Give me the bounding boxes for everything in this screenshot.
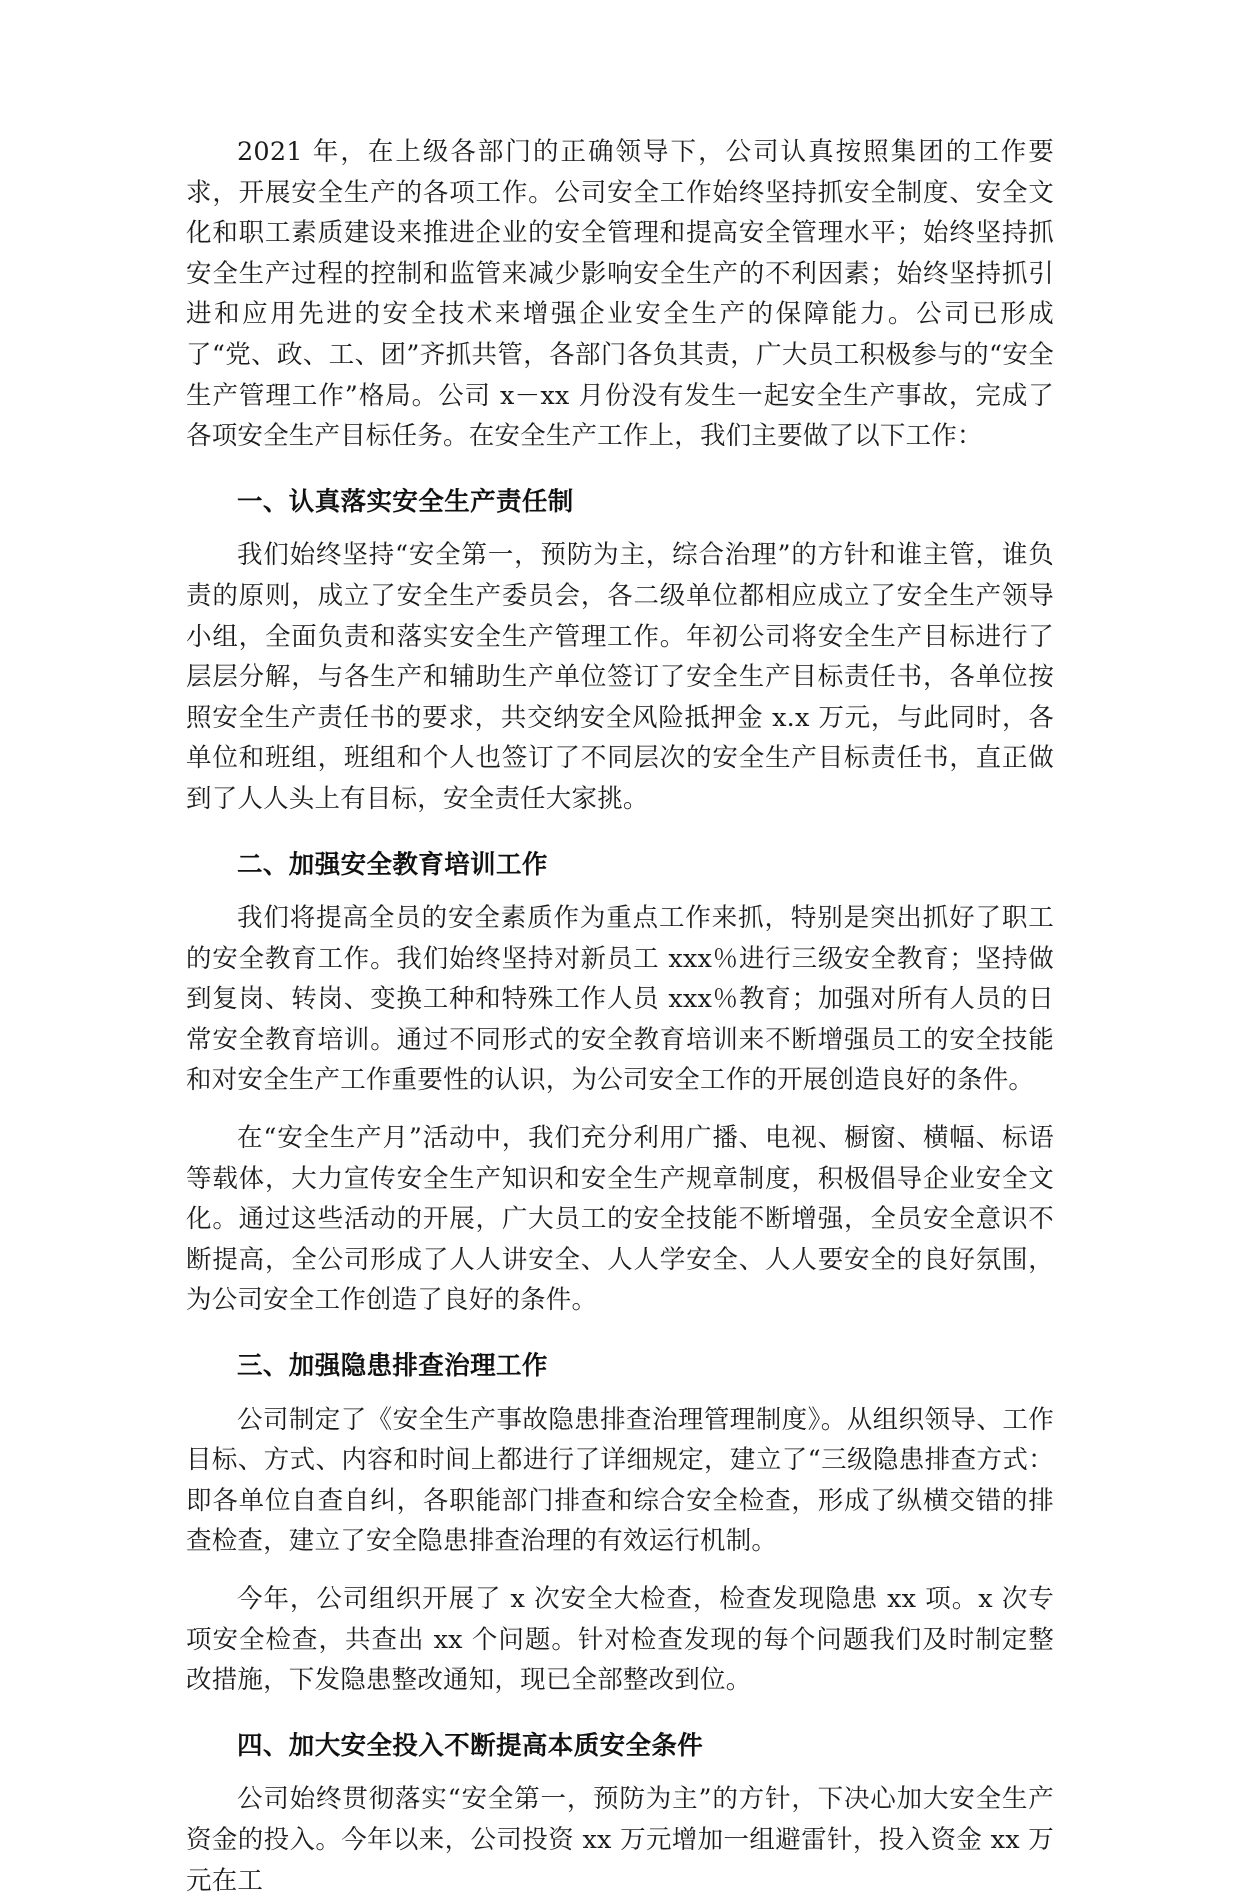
paragraph-section-1-body: 我们始终坚持“安全第一，预防为主，综合治理”的方针和谁主管，谁负责的原则，成立了安全生产委员会，各二级单位都相应成立了安全生产领导小组，全面负责和落实安全生产管理工作。年初公司将安全生产目标进行了层层分解，与各生产和辅助生产单位签订了安全生产目标责任书，各单位按照安全生产责任书的要求，共交纳安全风险抵押金 x.x 万元，与此同时，各单位和班组，班组和个人也签订了不同层次的安全生产目标责任书，直正做到了人人头上有目标，安全责任大家挑。 — [186, 540, 1054, 814]
paragraph-section-2-body-2: 在“安全生产月”活动中，我们充分利用广播、电视、橱窗、横幅、标语等载体，大力宣传安全生产知识和安全生产规章制度，积极倡导企业安全文化。通过这些活动的开展，广大员工的安全技能不断增强，全员安全意识不断提高，全公司形成了人人讲安全、人人学安全、人人要安全的良好氛围，为公司安全工作创造了良好的条件。 — [186, 1123, 1054, 1316]
paragraph-section-2-body-1: 我们将提高全员的安全素质作为重点工作来抓，特别是突出抓好了职工的安全教育工作。我们始终坚持对新员工 xxx％进行三级安全教育；坚持做到复岗、转岗、变换工种和特殊工作人员 xxx％教育；加强对所有人员的日常安全教育培训。通过不同形式的安全教育培训来不断增强员工的安全技能和对安全生产工作重要性的认识，为公司安全工作的开展创造良好的条件。 — [186, 903, 1054, 1096]
document-body — [186, 132, 1054, 1901]
paragraph-section-3-body-1: 公司制定了《安全生产事故隐患排查治理管理制度》。从组织领导、工作目标、方式、内容和时间上都进行了详细规定，建立了“三级隐患排查方式：即各单位自查自纠，各职能部门排查和综合安全检查，形成了纵横交错的排查检查，建立了安全隐患排查治理的有效运行机制。 — [186, 1404, 1054, 1557]
paragraph-section-3-body-2: 今年，公司组织开展了 x 次安全大检查，检查发现隐患 xx 项。x 次专项安全检查，共查出 xx 个问题。针对检查发现的每个问题我们及时制定整改措施，下发隐患整改通知，现已全部整改到位。 — [186, 1584, 1054, 1696]
heading-section-3: 三、加强隐患排查治理工作 — [237, 1351, 548, 1382]
heading-section-4: 四、加大安全投入不断提高本质安全条件 — [237, 1730, 704, 1761]
paragraph-intro: 2021 年，在上级各部门的正确领导下，公司认真按照集团的工作要求，开展安全生产的各项工作。公司安全工作始终坚持抓安全制度、安全文化和职工素质建设来推进企业的安全管理和提高安全管理水平；始终坚持抓安全生产过程的控制和监管来减少影响安全生产的不利因素；始终坚持抓引进和应用先进的安全技术来增强企业安全生产的保障能力。公司已形成了“党、政、工、团”齐抓共管，各部门各负其责，广大员工积极参与的“安全生产管理工作”格局。公司 x－xx 月份没有发生一起安全生产事故，完成了各项安全生产目标任务。在安全生产工作上，我们主要做了以下工作： — [186, 137, 1054, 452]
heading-section-2: 二、加强安全教育培训工作 — [237, 849, 548, 880]
paragraph-section-4-body: 公司始终贯彻落实“安全第一，预防为主”的方针，下决心加大安全生产资金的投入。今年以来，公司投资 xx 万元增加一组避雷针，投入资金 xx 万元在工 — [186, 1784, 1054, 1896]
heading-section-1: 一、认真落实安全生产责任制 — [237, 486, 574, 517]
